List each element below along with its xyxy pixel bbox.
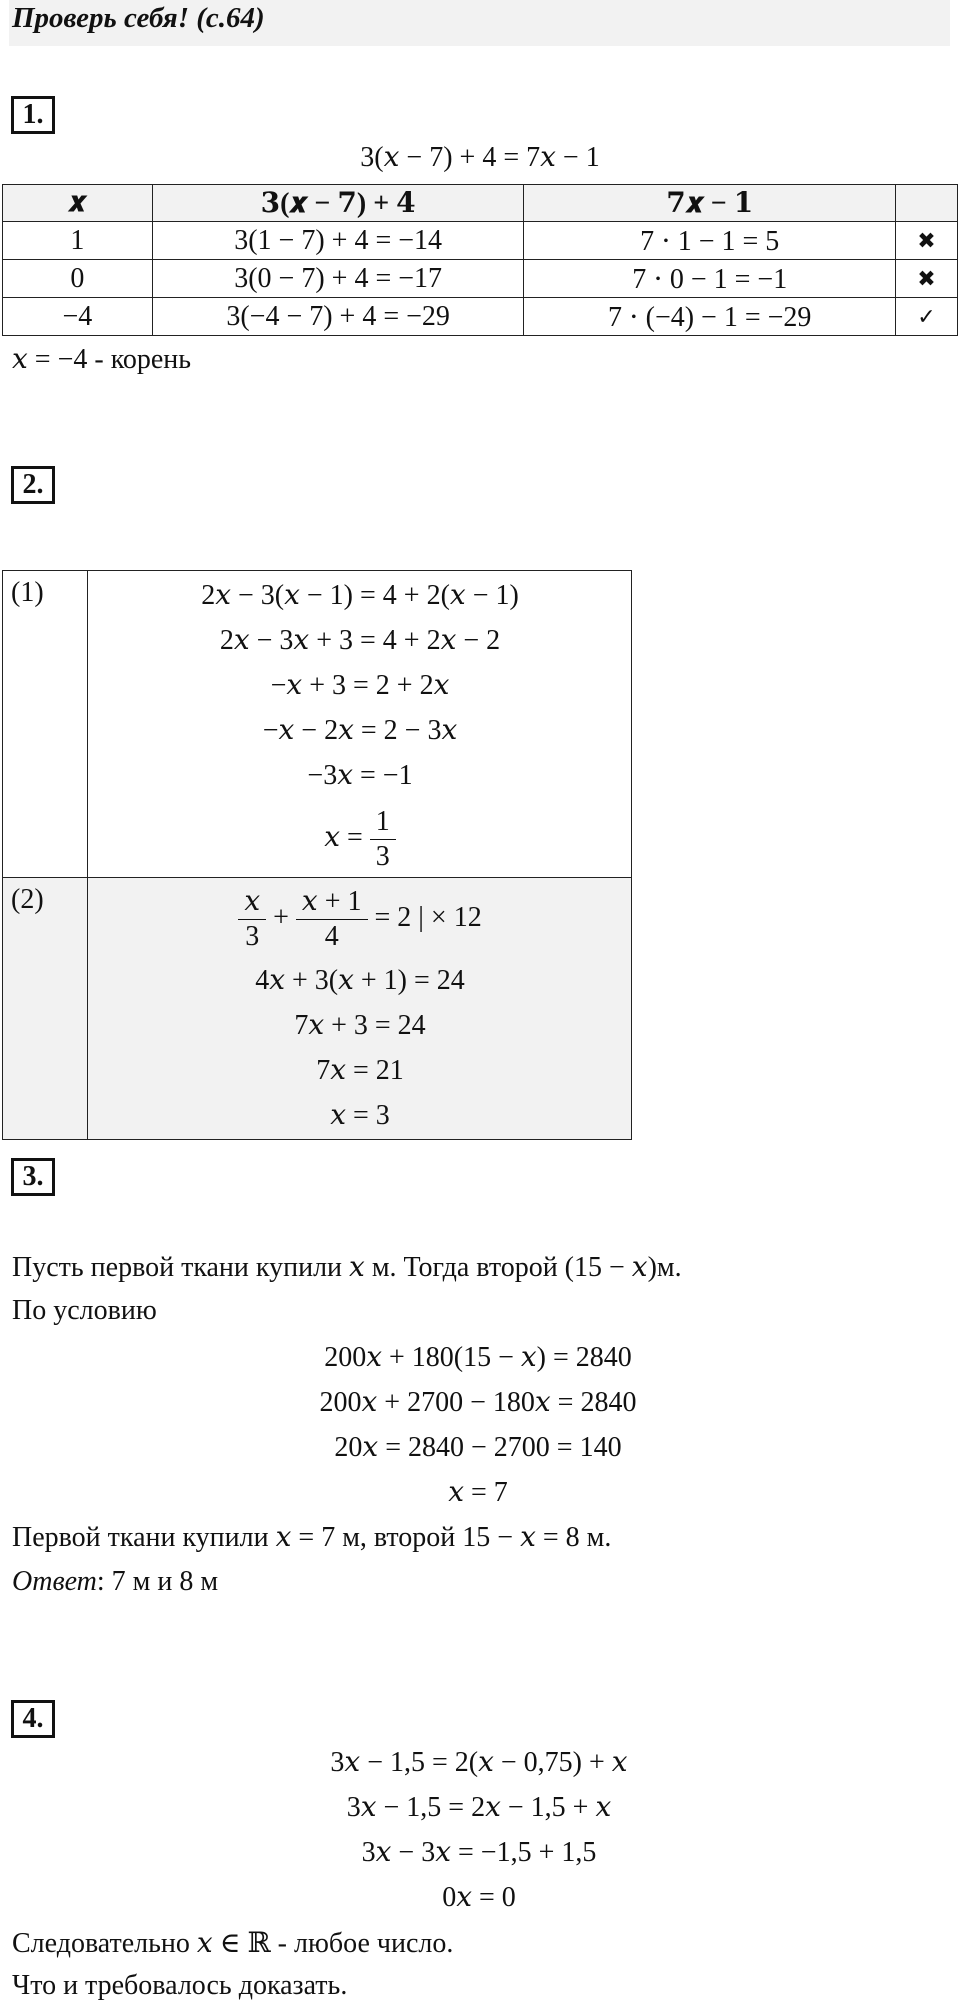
- table-row: [3, 298, 958, 336]
- equation-line: 3𝑥 − 3𝑥 = −1,5 + 1,5: [361, 1837, 597, 1868]
- equation-line: 200𝑥 + 180(15 − 𝑥) = 2840: [324, 1342, 632, 1373]
- cross-icon: ✖: [896, 222, 958, 260]
- part-label: (1): [3, 571, 88, 878]
- task-3-number: 3.: [11, 1158, 55, 1196]
- page-title: Проверь себя! (с.64): [12, 2, 265, 34]
- cross-icon: ✖: [896, 260, 958, 298]
- plus-sign: +: [273, 902, 289, 933]
- fraction: [296, 885, 368, 954]
- fraction-denominator: 3: [375, 841, 390, 873]
- table-cell: 7 ⋅ 1 − 1 = 5: [524, 222, 896, 260]
- task-1-table: [2, 184, 958, 336]
- equation-line: 𝑥 = 7: [448, 1477, 508, 1508]
- equation-line: 7𝑥 + 3 = 24: [294, 1010, 426, 1041]
- task-4-conclusion: Следовательно 𝑥 ∈ ℝ - любое число.: [12, 1928, 454, 1959]
- equation-line: 200𝑥 + 2700 − 180𝑥 = 2840: [319, 1387, 637, 1418]
- task-3-result: Первой ткани купили 𝑥 = 7 м, второй 15 − 𝑥 = 8 м.: [12, 1522, 612, 1553]
- equation-line: −𝑥 + 3 = 2 + 2𝑥: [270, 670, 450, 701]
- table-cell: 1: [3, 222, 153, 260]
- task-3-condition: По условию: [12, 1295, 157, 1326]
- fraction-numerator: 𝑥: [238, 885, 266, 920]
- task-1-equation: 3(𝑥 − 7) + 4 = 7𝑥 − 1: [360, 142, 600, 173]
- equation-line: 2𝑥 − 3𝑥 + 3 = 4 + 2𝑥 − 2: [219, 625, 501, 656]
- table-cell: 3(−4 − 7) + 4 = −29: [152, 298, 524, 336]
- equation-line: 0𝑥 = 0: [442, 1882, 516, 1913]
- equation-line: −𝑥 − 2𝑥 = 2 − 3𝑥: [262, 715, 458, 746]
- equation-line: 3𝑥 − 1,5 = 2(𝑥 − 0,75) + 𝑥: [330, 1747, 628, 1778]
- table-cell: 7 ⋅ (−4) − 1 = −29: [524, 298, 896, 336]
- check-icon: ✓: [896, 298, 958, 336]
- equation-line: 𝑥 = 3: [330, 1100, 390, 1131]
- fraction-denominator: 3: [245, 921, 260, 953]
- equation-line: 20𝑥 = 2840 − 2700 = 140: [334, 1432, 622, 1463]
- fraction: [370, 805, 396, 874]
- equation-line: 2𝑥 − 3(𝑥 − 1) = 4 + 2(𝑥 − 1): [201, 580, 519, 611]
- task-1-conclusion: 𝑥 = −4 - корень: [12, 344, 192, 375]
- task-1-number: 1.: [11, 96, 55, 134]
- table-cell: 0: [3, 260, 153, 298]
- fraction-denominator: 4: [324, 921, 339, 953]
- table-header-cell: 𝟑(𝒙 − 𝟕) + 𝟒: [152, 185, 524, 222]
- table-row: [3, 222, 958, 260]
- task-2-part-1: [2, 570, 632, 879]
- table-row: [3, 260, 958, 298]
- table-cell: 3(1 − 7) + 4 = −14: [152, 222, 524, 260]
- table-header-cell: 𝟕𝒙 − 𝟏: [524, 185, 896, 222]
- equation-line-final: [89, 798, 631, 878]
- equation-line: 7𝑥 = 21: [316, 1055, 404, 1086]
- equation-line: −3𝑥 = −1: [307, 760, 413, 791]
- equation-lhs: 𝑥 =: [324, 822, 363, 853]
- task-3-intro: Пусть первой ткани купили 𝑥 м. Тогда второй (15 − 𝑥)м.: [12, 1252, 682, 1283]
- equation-line: 4𝑥 + 3(𝑥 + 1) = 24: [255, 965, 465, 996]
- table-cell: −4: [3, 298, 153, 336]
- table-cell: 3(0 − 7) + 4 = −17: [152, 260, 524, 298]
- table-header-cell: [896, 185, 958, 222]
- task-4-number: 4.: [11, 1700, 55, 1738]
- task-4-qed: Что и требовалось доказать.: [12, 1970, 348, 2001]
- table-header-cell: 𝒙: [3, 185, 153, 222]
- table-cell: 7 ⋅ 0 − 1 = −1: [524, 260, 896, 298]
- table-header-row: [3, 185, 958, 222]
- fraction-numerator: 𝑥 + 1: [296, 885, 368, 920]
- equation-line-fractions: [89, 878, 631, 958]
- fraction-numerator: 1: [370, 805, 396, 840]
- answer-text: : 7 м и 8 м: [96, 1566, 219, 1597]
- task-2-part-2: [2, 877, 632, 1140]
- task-2-number: 2.: [11, 466, 55, 504]
- answer-label: Ответ: [12, 1566, 97, 1597]
- equation-line: 3𝑥 − 1,5 = 2𝑥 − 1,5 + 𝑥: [346, 1792, 612, 1823]
- task-3-answer: [12, 1566, 218, 1598]
- part-label: (2): [3, 878, 88, 1139]
- fraction: [238, 885, 266, 954]
- equation-rhs: = 2 | × 12: [374, 902, 482, 933]
